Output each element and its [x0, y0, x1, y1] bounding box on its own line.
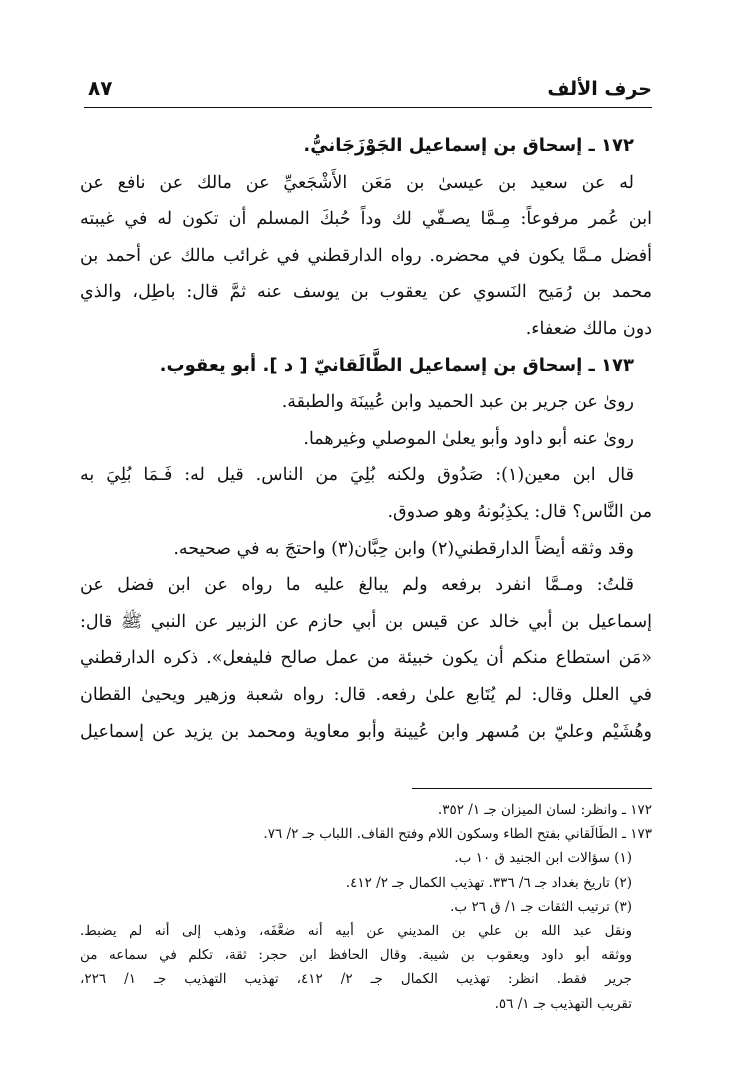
main-text: [80, 128, 652, 750]
text-line: إسماعيل بن أبي خالد عن قيس بن أبي حازم عن الزبير عن النبي ﷺ قال:: [80, 611, 652, 632]
footnotes: [80, 798, 652, 1016]
text-line: قلتُ: ومـمَّا انفرد برفعه ولم يبالغ عليه ما رواه عن ابن فضل عن: [80, 575, 634, 596]
text-line: من النَّاس؟ قال: يكذِبُونهُ وهو صدوق.: [387, 501, 652, 522]
footnote-line: ونقل عبد الله بن علي بن المديني عن أبيه أنه ضعَّفَه، وذهب إلى أنه لم يضبط.: [80, 923, 632, 940]
text-line: قال ابن معين(١): صَدُوق ولكنه بُلِيَ من الناس. قيل له: فَـمَا بُلِيَ به: [80, 465, 634, 486]
footnote-line: ١٧٢ ـ وانظر: لسان الميزان جـ ١/ ٣٥٢.: [437, 802, 652, 818]
footnote-separator: [412, 788, 652, 789]
entry-heading: ١٧٢ ـ إسحاق بن إسماعيل الجَوْزَجَانيُّ.: [303, 135, 634, 156]
page-number: ٨٧: [88, 76, 113, 100]
text-line: محمد بن رُمَيح النَسوي عن يعقوب بن يوسف عنه ثمَّ قال: باطِل، والذي: [80, 282, 652, 303]
text-line: في العلل وقال: لم يُتَابع علىٰ رفعه. قال: رواه شعبة وزهير ويحيىٰ القطان: [80, 684, 652, 705]
text-line: دون مالك ضعفاء.: [525, 318, 652, 339]
footnote-line: (٣) ترتيب الثقات جـ ١/ ق ٢٦ ب.: [450, 898, 632, 915]
text-line: ابن عُمر مرفوعاً: مِـمَّا يصـفّي لك وداً حُبكَ المسلم أن تكون له في غيبته: [80, 209, 652, 230]
running-header: [84, 76, 652, 106]
running-title: حرف الألف: [547, 78, 652, 100]
text-line: وهُشَيْم وعليّ بن مُسهر وابن عُيينة وأبو معاوية ومحمد بن يزيد عن إسماعيل: [80, 721, 652, 742]
footnote-line: ١٧٣ ـ الطَالَقاني بفتح الطاء وسكون اللام وفتح القاف. اللباب جـ ٢/ ٧٦.: [263, 826, 652, 843]
footnote-line: ووثقه أبو داود ويعقوب بن شيبة. وقال الحافظ ابن حجر: ثقة، تكلم في سماعه من: [80, 947, 632, 964]
text-line: «مَن استطاع منكم أن يكون خبيئة من عمل صالح فليفعل». ذكره الدارقطني: [80, 648, 652, 669]
footnote-line: (١) سؤالات ابن الجنيد ق ١٠ ب.: [454, 850, 632, 867]
text-line: روىٰ عنه أبو داود وأبو يعلىٰ الموصلي وغيرهما.: [303, 428, 634, 449]
text-line: أفضل مـمَّا يكون في محضره. رواه الدارقطني في غرائب مالك عن أحمد بن: [80, 245, 652, 266]
text-line: روىٰ عن جرير بن عبد الحميد وابن عُيينَة والطبقة.: [281, 392, 634, 413]
header-rule: [84, 107, 652, 108]
footnote-line: تقريب التهذيب جـ ١/ ٥٦.: [494, 995, 632, 1012]
entry-heading: ١٧٣ ـ إسحاق بن إسماعيل الطَّالَقانيّ [ د ]. أبو يعقوب.: [159, 354, 634, 376]
footnote-line: جرير فقط. انظر: تهذيب الكمال جـ ٢/ ٤١٢، تهذيب التهذيب جـ ١/ ٢٢٦،: [80, 971, 633, 988]
text-line: له عن سعيد بن عيسىٰ بن مَعَن الأَشْجَعيِّ عن مالك عن نافع عن: [80, 172, 634, 193]
text-line: وقد وثقه أيضاً الدارقطني(٢) وابن حِبَّان(٣) واحتجَ به في صحيحه.: [173, 538, 634, 559]
footnote-line: (٢) تاريخ بغداد جـ ٦/ ٣٣٦. تهذيب الكمال جـ ٢/ ٤١٢.: [345, 874, 632, 891]
